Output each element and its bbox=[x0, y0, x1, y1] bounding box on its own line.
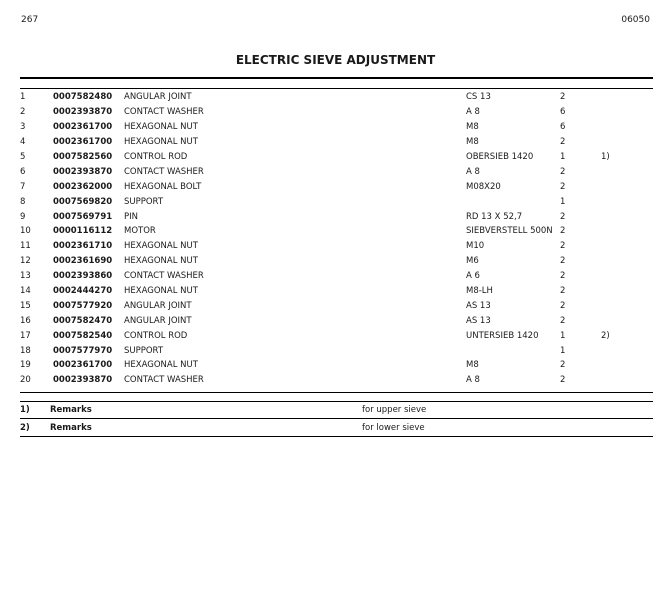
quantity: 2 bbox=[560, 241, 566, 252]
part-specification: RD 13 X 52,7 bbox=[466, 211, 523, 222]
remark-reference bbox=[601, 120, 641, 135]
part-specification: A 8 bbox=[466, 166, 480, 177]
part-description: HEXAGONAL NUT bbox=[124, 122, 198, 133]
item-number: 2 bbox=[20, 107, 26, 118]
item-number: 5 bbox=[20, 152, 26, 162]
remark-reference bbox=[601, 105, 641, 120]
remark-reference bbox=[601, 373, 641, 388]
remark-reference bbox=[601, 194, 641, 209]
table-row bbox=[20, 209, 641, 224]
quantity: 2 bbox=[560, 300, 566, 311]
part-specification: A 6 bbox=[466, 271, 480, 282]
remark-label: Remarks bbox=[50, 404, 92, 415]
quantity: 1 bbox=[560, 330, 566, 341]
top-divider-thick bbox=[20, 77, 653, 79]
item-number: 20 bbox=[20, 375, 31, 386]
part-number: 0007582480 bbox=[53, 92, 113, 103]
remark-reference bbox=[601, 164, 641, 179]
table-row bbox=[20, 284, 641, 299]
part-number: 0002393870 bbox=[53, 375, 113, 386]
part-number: 0002361710 bbox=[53, 241, 113, 252]
part-specification: CS 13 bbox=[466, 92, 491, 103]
part-specification: OBERSIEB 1420 bbox=[466, 152, 534, 162]
quantity: 2 bbox=[560, 315, 566, 326]
part-description: SUPPORT bbox=[124, 196, 164, 207]
item-number: 11 bbox=[20, 241, 31, 252]
table-row bbox=[20, 135, 641, 150]
remark-reference bbox=[601, 343, 641, 358]
part-number: 0007569791 bbox=[53, 211, 113, 222]
remark-reference bbox=[601, 358, 641, 373]
table-row bbox=[20, 179, 641, 194]
item-number: 3 bbox=[20, 122, 26, 133]
part-number: 0002361700 bbox=[53, 122, 113, 133]
quantity: 6 bbox=[560, 122, 566, 133]
top-divider-thin bbox=[20, 88, 653, 89]
part-description: PIN bbox=[124, 211, 138, 222]
quantity: 2 bbox=[560, 226, 566, 237]
remark-row bbox=[20, 419, 653, 437]
item-number: 18 bbox=[20, 345, 31, 356]
item-number: 4 bbox=[20, 137, 26, 148]
remark-reference bbox=[601, 239, 641, 254]
table-row bbox=[20, 90, 641, 105]
item-number: 16 bbox=[20, 315, 31, 326]
item-number: 1 bbox=[20, 92, 26, 103]
table-row bbox=[20, 150, 641, 165]
quantity: 2 bbox=[560, 256, 566, 267]
part-number: 0007577920 bbox=[53, 300, 113, 311]
part-specification: M8-LH bbox=[466, 286, 493, 297]
item-number: 19 bbox=[20, 360, 31, 371]
remark-label: Remarks bbox=[50, 422, 92, 433]
part-specification bbox=[466, 194, 560, 209]
part-number: 0000116112 bbox=[53, 226, 113, 237]
part-number: 0002361690 bbox=[53, 256, 113, 267]
remark-row bbox=[20, 401, 653, 419]
remark-reference bbox=[601, 298, 641, 313]
quantity: 1 bbox=[560, 345, 566, 356]
table-row bbox=[20, 298, 641, 313]
part-specification: UNTERSIEB 1420 bbox=[466, 330, 539, 341]
table-row bbox=[20, 269, 641, 284]
quantity: 2 bbox=[560, 211, 566, 222]
quantity: 6 bbox=[560, 107, 566, 118]
quantity: 1 bbox=[560, 152, 566, 162]
part-number: 0007569820 bbox=[53, 196, 113, 207]
item-number: 13 bbox=[20, 271, 31, 282]
part-description: CONTACT WASHER bbox=[124, 271, 204, 282]
table-row bbox=[20, 105, 641, 120]
table-row bbox=[20, 254, 641, 269]
item-number: 9 bbox=[20, 211, 26, 222]
part-specification: SIEBVERSTELL 500N bbox=[466, 226, 553, 237]
part-description: HEXAGONAL NUT bbox=[124, 241, 198, 252]
remark-reference bbox=[601, 209, 641, 224]
part-specification: M08X20 bbox=[466, 181, 501, 192]
table-row bbox=[20, 224, 641, 239]
table-row bbox=[20, 164, 641, 179]
quantity: 2 bbox=[560, 92, 566, 103]
parts-table bbox=[20, 90, 641, 388]
part-specification: AS 13 bbox=[466, 300, 491, 311]
parts-bottom-divider bbox=[20, 392, 653, 393]
part-number: 0007577970 bbox=[53, 345, 113, 356]
remark-reference bbox=[601, 179, 641, 194]
remark-reference bbox=[601, 269, 641, 284]
item-number: 6 bbox=[20, 166, 26, 177]
remark-reference: 1) bbox=[601, 152, 610, 162]
part-description: HEXAGONAL NUT bbox=[124, 256, 198, 267]
part-description: ANGULAR JOINT bbox=[124, 92, 192, 103]
remark-reference bbox=[601, 224, 641, 239]
part-number: 0007582540 bbox=[53, 330, 113, 341]
quantity: 2 bbox=[560, 286, 566, 297]
part-description: CONTACT WASHER bbox=[124, 166, 204, 177]
part-number: 0002361700 bbox=[53, 137, 113, 148]
remark-reference bbox=[601, 254, 641, 269]
part-description: SUPPORT bbox=[124, 345, 164, 356]
table-row bbox=[20, 313, 641, 328]
item-number: 10 bbox=[20, 226, 31, 237]
part-number: 0007582470 bbox=[53, 315, 113, 326]
item-number: 7 bbox=[20, 181, 26, 192]
quantity: 1 bbox=[560, 196, 566, 207]
part-specification: A 8 bbox=[466, 107, 480, 118]
part-specification bbox=[466, 343, 560, 358]
item-number: 17 bbox=[20, 330, 31, 341]
part-number: 0002361700 bbox=[53, 360, 113, 371]
part-number: 0002393870 bbox=[53, 107, 113, 118]
item-number: 12 bbox=[20, 256, 31, 267]
remark-text: for upper sieve bbox=[362, 404, 427, 415]
table-row bbox=[20, 343, 641, 358]
remark-reference bbox=[601, 90, 641, 105]
document-code: 06050 bbox=[621, 15, 650, 25]
table-row bbox=[20, 120, 641, 135]
part-description: ANGULAR JOINT bbox=[124, 315, 192, 326]
part-specification: M8 bbox=[466, 137, 479, 148]
table-row bbox=[20, 358, 641, 373]
table-row bbox=[20, 239, 641, 254]
table-row bbox=[20, 328, 641, 343]
part-number: 0002362000 bbox=[53, 181, 113, 192]
part-specification: AS 13 bbox=[466, 315, 491, 326]
remark-number: 1) bbox=[20, 404, 30, 415]
remarks-table bbox=[20, 401, 653, 437]
part-specification: M6 bbox=[466, 256, 479, 267]
part-description: CONTACT WASHER bbox=[124, 107, 204, 118]
part-number: 0007582560 bbox=[53, 152, 113, 162]
page-number: 267 bbox=[21, 15, 39, 25]
remark-reference: 2) bbox=[601, 330, 610, 341]
part-specification: A 8 bbox=[466, 375, 480, 386]
part-description: HEXAGONAL NUT bbox=[124, 360, 198, 371]
part-description: CONTACT WASHER bbox=[124, 375, 204, 386]
part-description: ANGULAR JOINT bbox=[124, 300, 192, 311]
item-number: 8 bbox=[20, 196, 26, 207]
remark-reference bbox=[601, 284, 641, 299]
part-description: CONTROL ROD bbox=[124, 330, 188, 341]
part-description: CONTROL ROD bbox=[124, 152, 188, 162]
part-description: HEXAGONAL NUT bbox=[124, 137, 198, 148]
table-row bbox=[20, 373, 641, 388]
item-number: 14 bbox=[20, 286, 31, 297]
part-specification: M8 bbox=[466, 360, 479, 371]
quantity: 2 bbox=[560, 360, 566, 371]
part-number: 0002444270 bbox=[53, 286, 113, 297]
part-description: HEXAGONAL BOLT bbox=[124, 181, 202, 192]
quantity: 2 bbox=[560, 181, 566, 192]
part-number: 0002393870 bbox=[53, 166, 113, 177]
quantity: 2 bbox=[560, 137, 566, 148]
page-title: ELECTRIC SIEVE ADJUSTMENT bbox=[235, 53, 436, 67]
quantity: 2 bbox=[560, 375, 566, 386]
quantity: 2 bbox=[560, 271, 566, 282]
part-number: 0002393860 bbox=[53, 271, 113, 282]
part-specification: M10 bbox=[466, 241, 485, 252]
remark-text: for lower sieve bbox=[362, 422, 425, 433]
table-row bbox=[20, 194, 641, 209]
part-description: HEXAGONAL NUT bbox=[124, 286, 198, 297]
remark-reference bbox=[601, 313, 641, 328]
part-description: MOTOR bbox=[124, 226, 156, 237]
part-specification: M8 bbox=[466, 122, 479, 133]
remark-reference bbox=[601, 135, 641, 150]
item-number: 15 bbox=[20, 300, 31, 311]
remark-number: 2) bbox=[20, 422, 30, 433]
quantity: 2 bbox=[560, 166, 566, 177]
